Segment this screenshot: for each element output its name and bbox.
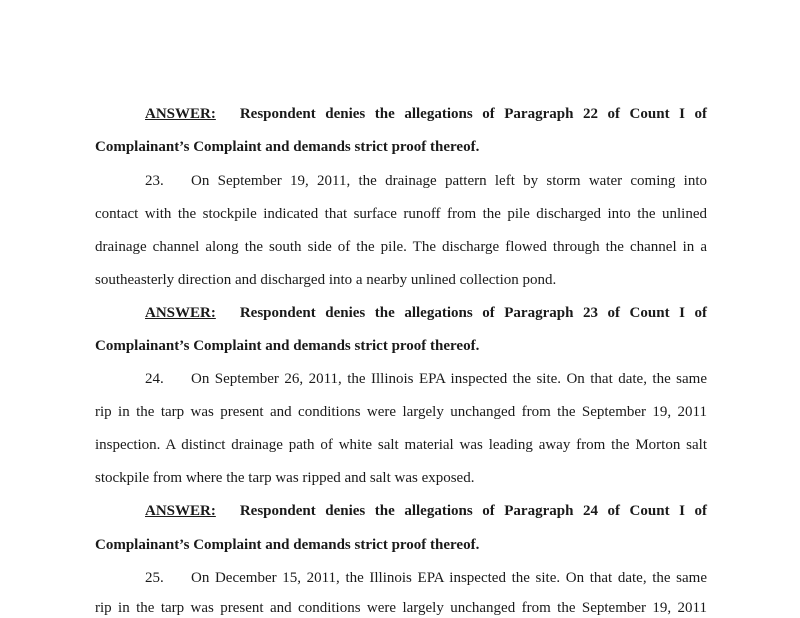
paragraph-23-line-4: southeasterly direction and discharged into a nearby unlined collection pond.: [95, 272, 557, 288]
answer-label: ANSWER:: [145, 305, 216, 321]
paragraph-text: On September 19, 2011, the drainage pattern left by storm water coming into: [191, 173, 707, 189]
answer-24-line-1: [95, 501, 707, 521]
paragraph-24-line-1: [95, 369, 707, 389]
answer-label: ANSWER:: [145, 503, 216, 519]
answer-23-line-2: Complainant’s Complaint and demands strict proof thereof.: [95, 338, 480, 354]
answer-24-line-2: Complainant’s Complaint and demands strict proof thereof.: [95, 537, 480, 553]
paragraph-23-line-1: [95, 171, 707, 191]
paragraph-24-line-4: stockpile from where the tarp was ripped and salt was exposed.: [95, 470, 475, 486]
answer-22-line-2: Complainant’s Complaint and demands strict proof thereof.: [95, 139, 480, 155]
answer-text: Respondent denies the allegations of Paragraph 23 of Count I of: [239, 305, 707, 321]
answer-label: ANSWER:: [145, 106, 216, 122]
paragraph-text: On December 15, 2011, the Illinois EPA inspected the site. On that date, the same: [191, 570, 707, 586]
paragraph-23-line-3: drainage channel along the south side of the pile. The discharge flowed through the channel in a: [95, 239, 707, 255]
answer-23-line-1: [95, 303, 707, 323]
paragraph-24-line-2: rip in the tarp was present and conditions were largely unchanged from the September 19, 2011: [95, 404, 707, 420]
paragraph-25-line-1: [95, 568, 707, 588]
paragraph-23-line-2: contact with the stockpile indicated that surface runoff from the pile discharged into the unlined: [95, 206, 707, 222]
answer-text: Respondent denies the allegations of Paragraph 24 of Count I of: [239, 503, 707, 519]
answer-22-line-1: [95, 104, 707, 124]
paragraph-24-line-3: inspection. A distinct drainage path of white salt material was leading away from the Morton salt: [95, 437, 707, 453]
paragraph-number: 25.: [145, 570, 164, 586]
paragraph-number: 24.: [145, 371, 164, 387]
paragraph-text: On September 26, 2011, the Illinois EPA inspected the site. On that date, the same: [191, 371, 707, 387]
answer-text: Respondent denies the allegations of Paragraph 22 of Count I of: [239, 106, 707, 122]
paragraph-number: 23.: [145, 173, 164, 189]
paragraph-25-line-2: rip in the tarp was present and conditions were largely unchanged from the September 19, 2011: [95, 600, 707, 616]
